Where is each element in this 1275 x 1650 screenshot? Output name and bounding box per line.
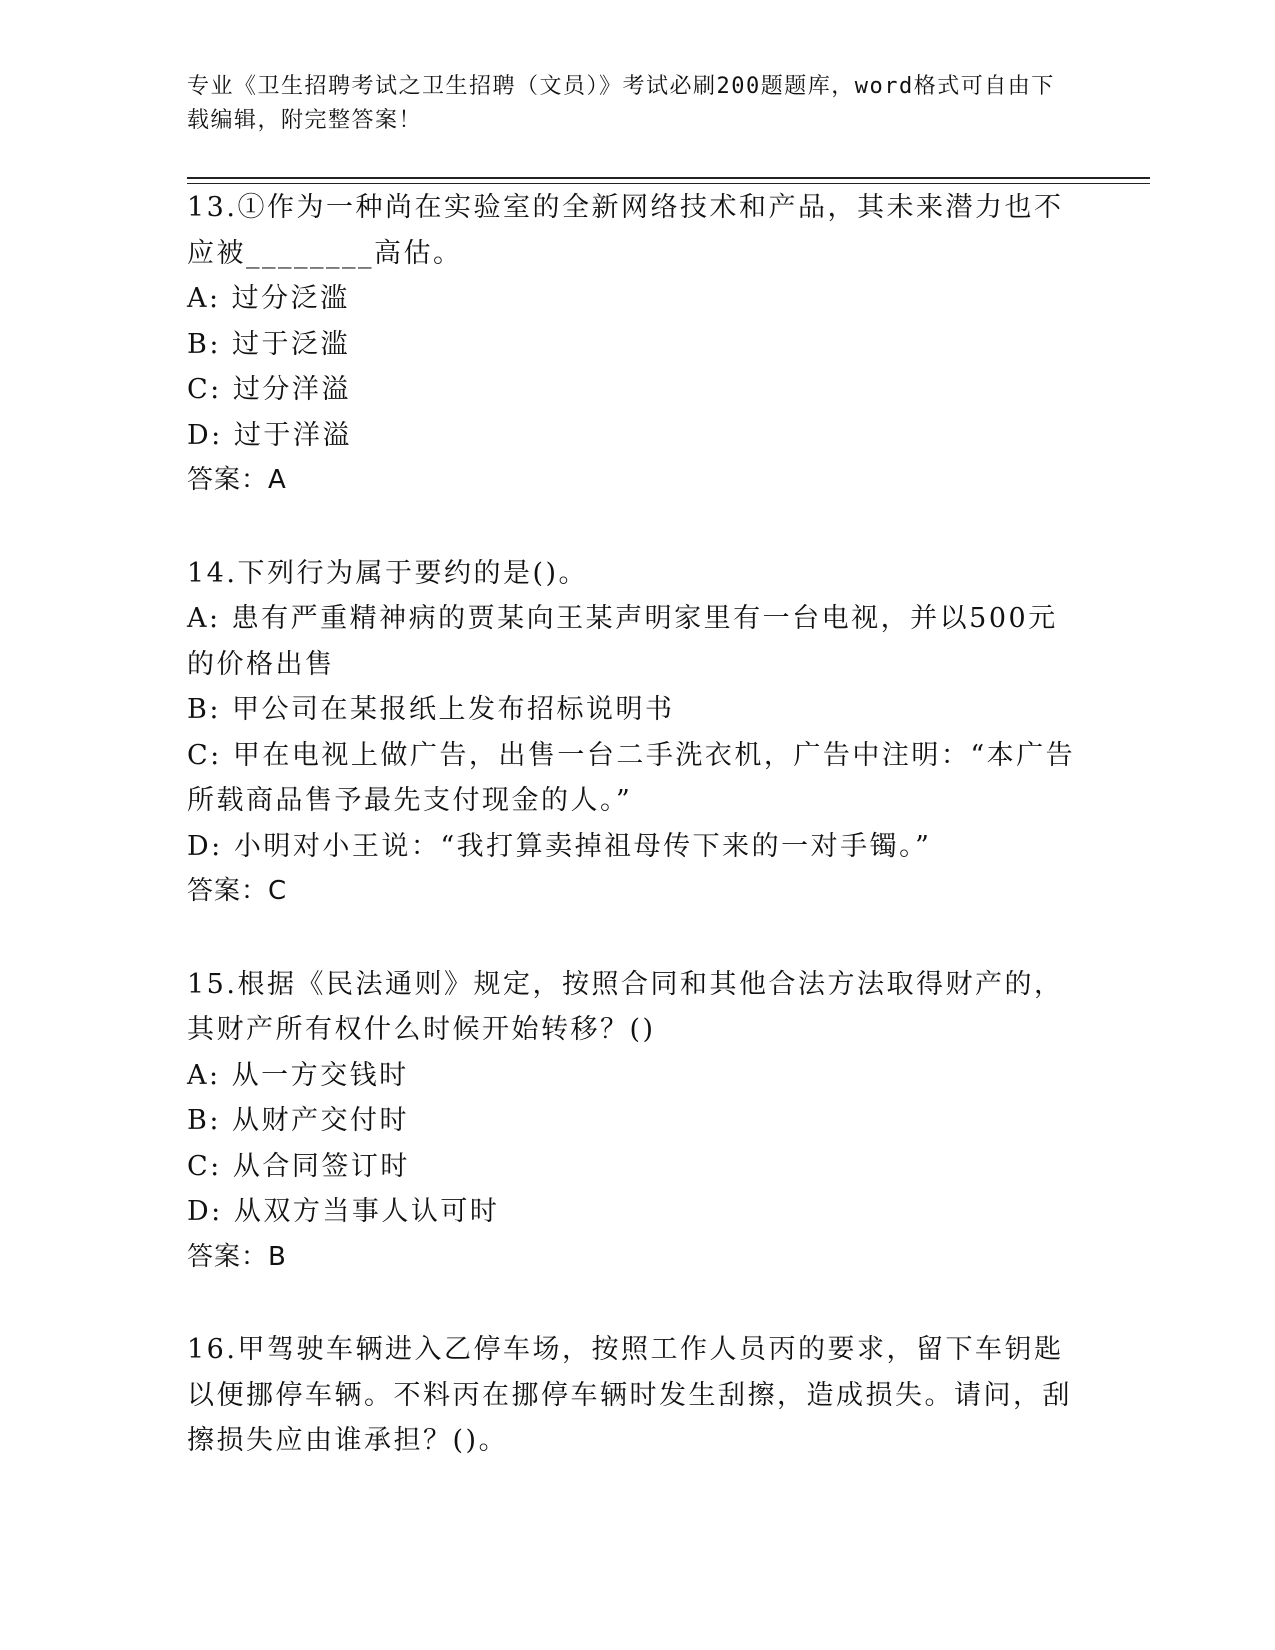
document-header: 专业《卫生招聘考试之卫生招聘（文员）》考试必刷200题题库，word格式可自由下载编辑，附完整答案！ <box>187 74 1055 133</box>
option-a: A: 患有严重精神病的贾某向王某声明家里有一台电视，并以500元的价格出售 <box>187 603 1058 680</box>
question-text: 13.①作为一种尚在实验室的全新网络技术和产品，其未来潜力也不应被________高估。 <box>187 192 1064 269</box>
option-a: A: 从一方交钱时 <box>187 1059 409 1091</box>
question-text: 14.下列行为属于要约的是()。 <box>187 557 589 589</box>
option-d: D: 过于洋溢 <box>187 419 352 451</box>
question-13 <box>187 185 1087 504</box>
question-15 <box>187 962 1087 1281</box>
header-divider <box>187 177 1150 179</box>
option-c: C: 甲在电视上做广告，出售一台二手洗衣机，广告中注明：“本广告所载商品售予最先支付现金的人。” <box>187 739 1076 816</box>
answer: 答案：C <box>187 876 288 906</box>
question-text: 15.根据《民法通则》规定，按照合同和其他合法方法取得财产的，其财产所有权什么时候开始转移？() <box>187 968 1064 1045</box>
option-b: B: 甲公司在某报纸上发布招标说明书 <box>187 694 675 725</box>
option-c: C: 从合同签订时 <box>187 1150 410 1182</box>
question-16 <box>187 1327 1087 1464</box>
option-b: B: 从财产交付时 <box>187 1105 410 1136</box>
question-text: 16.甲驾驶车辆进入乙停车场，按照工作人员丙的要求，留下车钥匙以便挪停车辆。不料丙在挪停车辆时发生刮擦，造成损失。请问，刮擦损失应由谁承担？()。 <box>187 1334 1072 1456</box>
option-a: A: 过分泛滥 <box>187 283 350 314</box>
option-d: D: 从双方当事人认可时 <box>187 1196 500 1227</box>
option-c: C: 过分洋溢 <box>187 374 351 405</box>
answer: 答案：A <box>187 465 287 495</box>
header-divider-thin <box>187 183 1150 184</box>
question-14 <box>187 551 1087 915</box>
option-d: D: 小明对小王说：“我打算卖掉祖母传下来的一对手镯。” <box>187 830 932 862</box>
option-b: B: 过于泛滥 <box>187 328 351 360</box>
answer: 答案：B <box>187 1241 287 1272</box>
question-list <box>187 185 1087 1464</box>
